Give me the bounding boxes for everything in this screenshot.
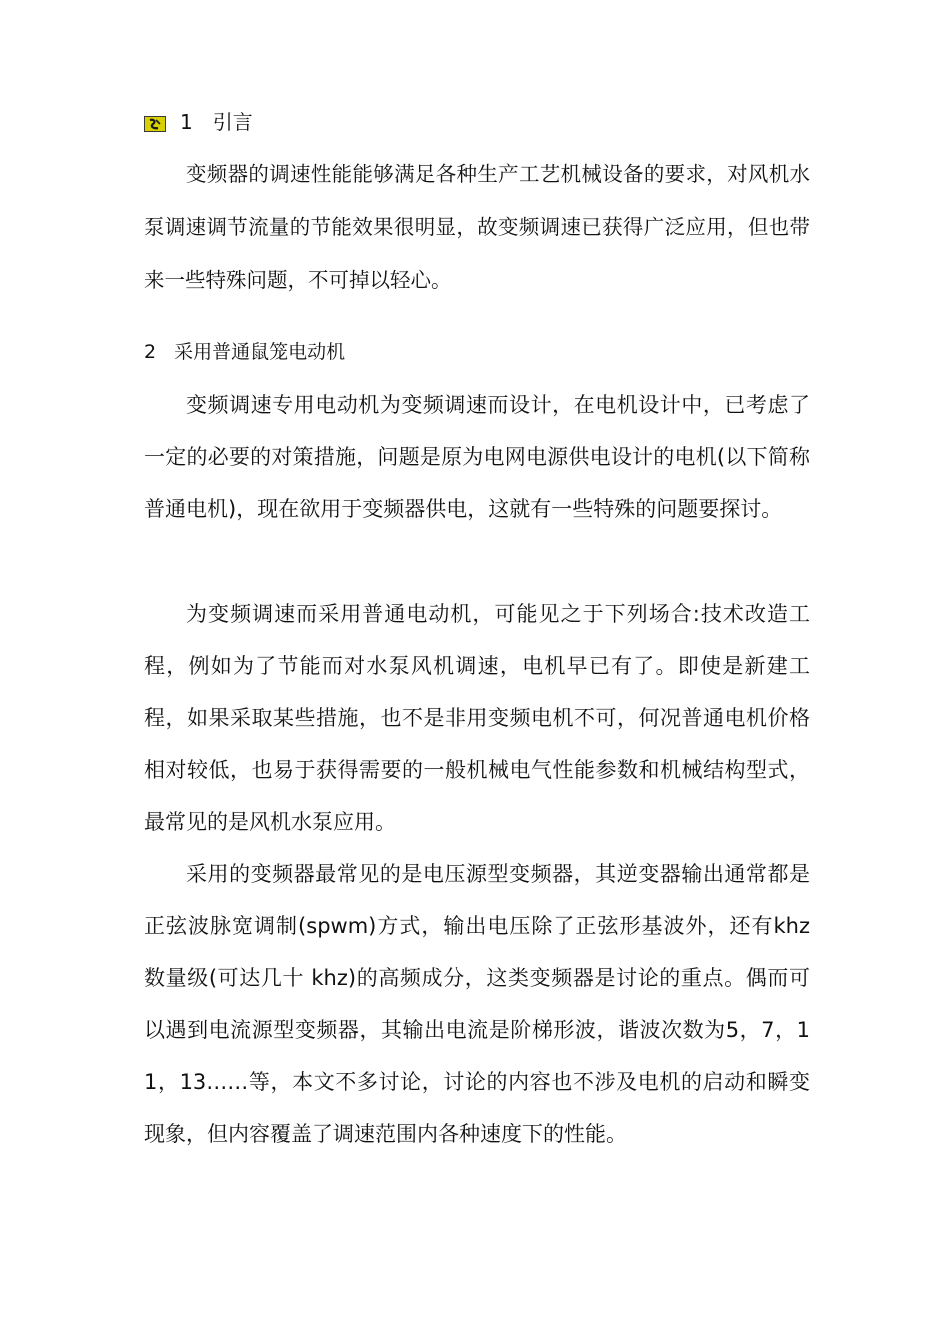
section-1-number: 1 (180, 110, 193, 134)
document-link-icon[interactable] (144, 116, 166, 132)
section-1-paragraph: 变频器的调速性能能够满足各种生产工艺机械设备的要求，对风机水泵调速调节流量的节能效果很明显，故变频调速已获得广泛应用，但也带来一些特殊问题，不可掉以轻心。 (144, 162, 810, 292)
section-2-paragraph-3: 采用的变频器最常见的是电压源型变频器，其逆变器输出通常都是正弦波脉宽调制(spwm)方式，输出电压除了正弦形基波外，还有khz 数量级(可达几十 khz)的高频成分，这类变频器是讨论的重点。偶而可以遇到电流源型变频器，其输出电流是阶梯形波，谐波次数为5，7，11，13……等，本文不多讨论，讨论的内容也不涉及电机的启动和瞬变现象，但内容覆盖了调速范围内各种速度下的性能。 (144, 862, 810, 1146)
section-2-paragraph-2: 为变频调速而采用普通电动机，可能见之于下列场合:技术改造工程，例如为了节能而对水泵风机调速，电机早已有了。即使是新建工程，如果采取某些措施，也不是非用变频电机不可，何况普通电机价格相对较低，也易于获得需要的一般机械电气性能参数和机械结构型式，最常见的是风机水泵应用。 (144, 602, 810, 834)
section-2-paragraph-1: 变频调速专用电动机为变频调速而设计，在电机设计中，已考虑了一定的必要的对策措施，问题是原为电网电源供电设计的电机(以下简称普通电机)，现在欲用于变频器供电，这就有一些特殊的问题要探讨。 (144, 393, 810, 521)
section-2-title: 采用普通鼠笼电动机 (174, 341, 346, 363)
section-1-heading (144, 109, 253, 135)
section-2-heading (144, 339, 345, 365)
section-2-number: 2 (144, 341, 157, 363)
section-1-title: 引言 (212, 110, 253, 134)
